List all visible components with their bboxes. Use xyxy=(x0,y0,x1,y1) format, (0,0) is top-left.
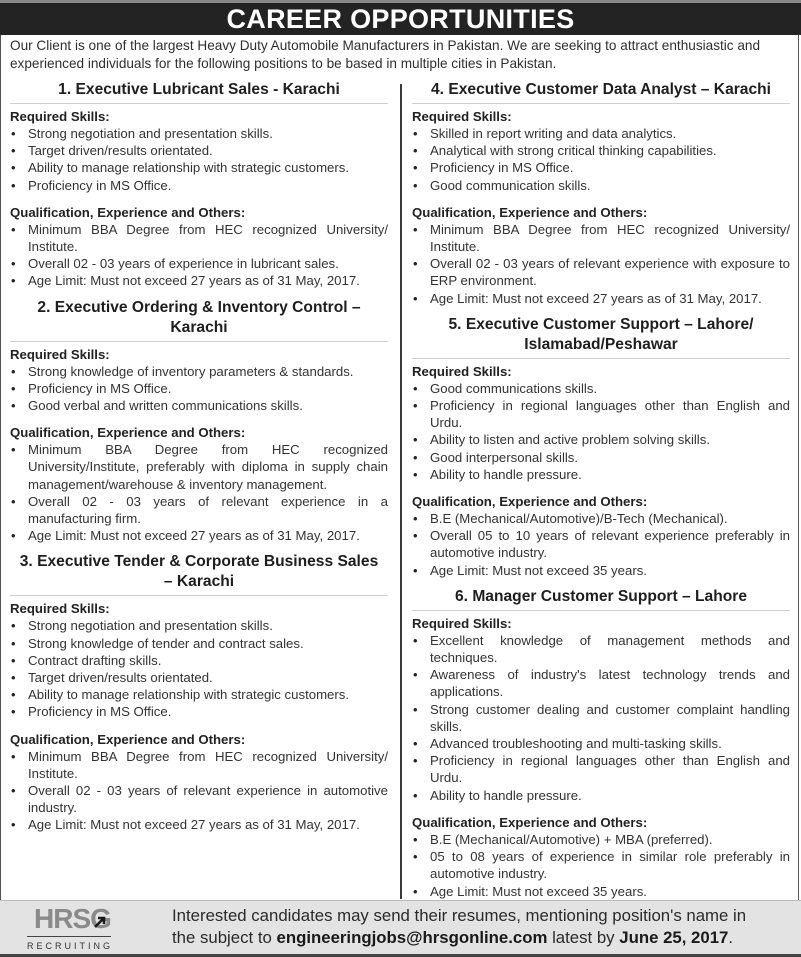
skill-item: • Proficiency in MS Office. xyxy=(10,380,388,397)
job-posting xyxy=(412,315,790,579)
skill-item: • Proficiency in regional languages other than English and Urdu. xyxy=(412,397,790,431)
job-title: 4. Executive Customer Data Analyst – Karachi xyxy=(412,80,790,104)
job-title: 6. Manager Customer Support – Lahore xyxy=(412,587,790,611)
skill-item: • Strong customer dealing and customer complaint handling skills. xyxy=(412,701,790,735)
qualification-item: • Age Limit: Must not exceed 27 years as of 31 May, 2017. xyxy=(10,527,388,544)
qualifications-list xyxy=(412,831,790,900)
skill-item: • Proficiency in MS Office. xyxy=(412,159,790,176)
qualification-item: • Age Limit: Must not exceed 35 years. xyxy=(412,562,790,579)
skill-item: • Strong knowledge of tender and contract sales. xyxy=(10,635,388,652)
qualifications-list xyxy=(10,441,388,544)
skill-item: • Proficiency in MS Office. xyxy=(10,177,388,194)
required-skills-heading: Required Skills: xyxy=(412,615,512,631)
qualification-item: • B.E (Mechanical/Automotive)/B-Tech (Mechanical). xyxy=(412,510,790,527)
arrow-icon xyxy=(94,916,106,928)
qualification-heading: Qualification, Experience and Others: xyxy=(10,731,246,747)
qualification-item: • 05 to 08 years of experience in similar role preferably in automotive industry. xyxy=(412,848,790,882)
skill-item: • Strong knowledge of inventory parameters & standards. xyxy=(10,363,388,380)
qualification-heading: Qualification, Experience and Others: xyxy=(412,494,648,510)
page-title: CAREER OPPORTUNITIES xyxy=(226,3,575,34)
required-skills-heading: Required Skills: xyxy=(10,346,110,362)
qualification-item: • Age Limit: Must not exceed 27 years as of 31 May, 2017. xyxy=(412,290,790,307)
skill-item: • Proficiency in MS Office. xyxy=(10,703,388,720)
qualifications-list xyxy=(10,221,388,290)
skills-list xyxy=(412,125,790,194)
contact-email-link[interactable]: engineeringjobs@hrsgonline.com xyxy=(276,928,548,947)
qualification-item: • Minimum BBA Degree from HEC recognized University/ Institute. xyxy=(10,221,388,255)
qualification-item: • Overall 02 - 03 years of experience in lubricant sales. xyxy=(10,255,388,272)
job-title: 5. Executive Customer Support – Lahore/ Islamabad/Peshawar xyxy=(412,315,790,359)
qualification-heading: Qualification, Experience and Others: xyxy=(412,814,648,830)
qualification-item: • Overall 05 to 10 years of relevant experience preferably in automotive industry. xyxy=(412,527,790,561)
skill-item: • Good communications skills. xyxy=(412,380,790,397)
qualification-item: • Overall 02 - 03 years of relevant experience in automotive industry. xyxy=(10,782,388,816)
qualification-item: • Age Limit: Must not exceed 27 years as of 31 May, 2017. xyxy=(10,272,388,289)
hrsg-logo xyxy=(14,903,113,954)
skill-item: • Contract drafting skills. xyxy=(10,652,388,669)
skill-item: • Advanced troubleshooting and multi-tasking skills. xyxy=(412,735,790,752)
job-title: 3. Executive Tender & Corporate Business Sales – Karachi xyxy=(10,552,388,596)
skill-item: • Strong negotiation and presentation skills. xyxy=(10,125,388,142)
skills-list xyxy=(10,363,388,415)
qualification-item: • Overall 02 - 03 years of relevant experience in a manufacturing firm. xyxy=(10,493,388,527)
qualifications-list xyxy=(412,221,790,307)
skills-list xyxy=(10,125,388,194)
qualification-item: • Minimum BBA Degree from HEC recognized University/Institute, preferably with diploma in supply chain management/warehouse & inventory management. xyxy=(10,441,388,493)
intro-paragraph: Our Client is one of the largest Heavy Duty Automobile Manufacturers in Pakistan. We are seeking to attract enthusiastic and experienced individuals for the following positions to be based in multiple cities in Pakistan. xyxy=(10,38,761,71)
skills-list xyxy=(412,380,790,483)
footer-line-2-middle: latest by xyxy=(547,928,620,947)
job-posting xyxy=(412,587,790,900)
skill-item: • Skilled in report writing and data analytics. xyxy=(412,125,790,142)
job-title: 2. Executive Ordering & Inventory Control – Karachi xyxy=(10,298,388,342)
footer-line-2-prefix: the subject to xyxy=(172,928,277,947)
skills-list xyxy=(10,617,388,720)
skill-item: • Analytical with strong critical thinking capabilities. xyxy=(412,142,790,159)
page-header xyxy=(0,0,801,35)
skill-item: • Target driven/results orientated. xyxy=(10,669,388,686)
left-column xyxy=(10,80,388,842)
skill-item: • Strong negotiation and presentation skills. xyxy=(10,617,388,634)
footer-line-2-suffix: . xyxy=(728,928,734,947)
required-skills-heading: Required Skills: xyxy=(412,363,512,379)
qualification-item: • Overall 02 - 03 years of relevant experience with exposure to ERP environment. xyxy=(412,255,790,289)
skill-item: • Proficiency in regional languages other than English and Urdu. xyxy=(412,752,790,786)
skill-item: • Good verbal and written communications skills. xyxy=(10,397,388,414)
skill-item: • Ability to manage relationship with strategic customers. xyxy=(10,686,388,703)
qualifications-list xyxy=(10,748,388,834)
skill-item: • Target driven/results orientated. xyxy=(10,142,388,159)
application-instructions xyxy=(172,905,792,949)
job-title: 1. Executive Lubricant Sales - Karachi xyxy=(10,80,388,104)
logo-subtext: RECRUITING xyxy=(27,941,113,951)
qualification-heading: Qualification, Experience and Others: xyxy=(412,204,648,220)
skill-item: • Excellent knowledge of management methods and techniques. xyxy=(412,632,790,666)
job-posting xyxy=(412,80,790,307)
qualifications-list xyxy=(412,510,790,579)
job-posting xyxy=(10,80,388,290)
job-posting xyxy=(10,298,388,545)
skill-item: • Ability to handle pressure. xyxy=(412,466,790,483)
skill-item: • Ability to manage relationship with strategic customers. xyxy=(10,159,388,176)
column-divider xyxy=(400,84,402,899)
skill-item: • Ability to listen and active problem solving skills. xyxy=(412,431,790,448)
required-skills-heading: Required Skills: xyxy=(412,109,512,124)
qualification-item: • Age Limit: Must not exceed 35 years. xyxy=(412,883,790,900)
logo-rule-top xyxy=(27,936,111,937)
required-skills-heading: Required Skills: xyxy=(10,601,110,617)
qualification-heading: Qualification, Experience and Others: xyxy=(10,425,246,441)
qualification-item: • B.E (Mechanical/Automotive) + MBA (preferred). xyxy=(412,831,790,848)
footer-line-2 xyxy=(172,927,792,949)
skills-list xyxy=(412,632,790,804)
footer xyxy=(0,900,801,957)
qualification-item: • Minimum BBA Degree from HEC recognized University/ Institute. xyxy=(10,748,388,782)
footer-line-1: Interested candidates may send their resumes, mentioning position's name in xyxy=(172,906,747,925)
job-posting xyxy=(10,552,388,833)
application-deadline: June 25, 2017 xyxy=(619,928,729,947)
qualification-item: • Age Limit: Must not exceed 27 years as of 31 May, 2017. xyxy=(10,816,388,833)
skill-item: • Good interpersonal skills. xyxy=(412,449,790,466)
required-skills-heading: Required Skills: xyxy=(10,109,110,124)
skill-item: • Good communication skills. xyxy=(412,177,790,194)
logo-text: HRSG xyxy=(34,903,111,934)
qualification-item: • Minimum BBA Degree from HEC recognized University/ Institute. xyxy=(412,221,790,255)
qualification-heading: Qualification, Experience and Others: xyxy=(10,204,246,220)
right-column xyxy=(412,80,790,908)
skill-item: • Awareness of industry's latest technology trends and applications. xyxy=(412,666,790,700)
skill-item: • Ability to handle pressure. xyxy=(412,787,790,804)
